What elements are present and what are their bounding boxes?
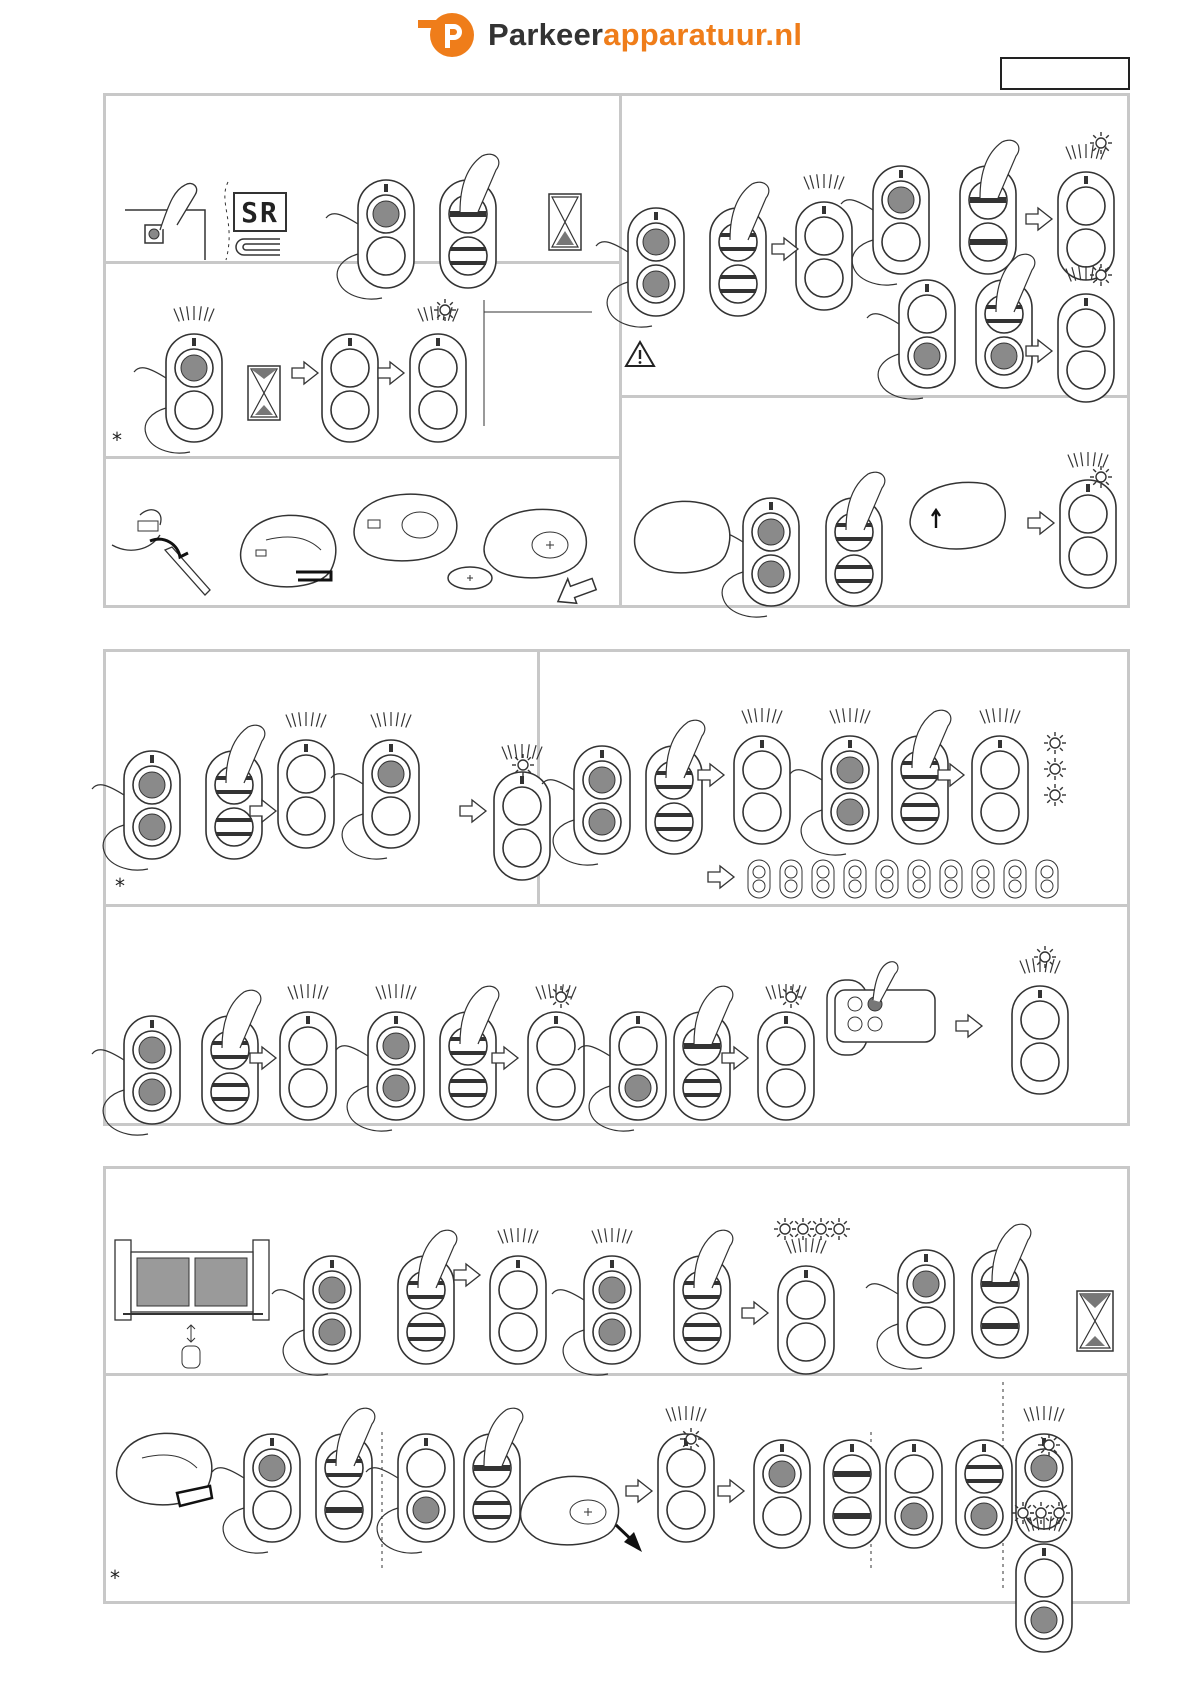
asterisk-note-5: * xyxy=(110,1566,120,1590)
remote-control-icon xyxy=(404,318,480,456)
remote-control-icon xyxy=(298,1240,374,1378)
next-step-arrow-icon xyxy=(716,1478,746,1504)
screwdriver-open-case-illustration xyxy=(110,505,220,605)
next-step-arrow-icon xyxy=(1024,338,1054,364)
led-flash-icon xyxy=(1088,464,1114,490)
hourglass-icon xyxy=(247,365,281,421)
gate-illustration xyxy=(113,1230,273,1370)
next-step-arrow-icon xyxy=(706,864,736,890)
next-step-arrow-icon xyxy=(770,236,800,262)
mini-remote-icon xyxy=(906,858,932,900)
remote-control-icon xyxy=(522,996,598,1134)
asterisk-note-2: * xyxy=(115,874,125,898)
next-step-arrow-icon xyxy=(376,360,406,386)
hourglass-icon xyxy=(548,193,582,251)
remote-control-icon xyxy=(880,1424,956,1562)
mini-remote-icon xyxy=(778,858,804,900)
document-code-box xyxy=(1000,57,1130,90)
remote-control-icon xyxy=(316,318,392,456)
next-step-arrow-icon xyxy=(1024,206,1054,232)
remote-control-icon xyxy=(966,720,1042,858)
led-flash-icon xyxy=(432,297,458,323)
mini-remote-icon xyxy=(1034,858,1060,900)
remote-control-icon xyxy=(362,996,438,1134)
led-flash-icon xyxy=(1088,262,1114,288)
mini-remote-icon xyxy=(746,858,772,900)
next-step-arrow-icon xyxy=(490,1045,520,1071)
parking-p-logo-icon xyxy=(418,8,480,60)
warning-icon xyxy=(624,340,656,368)
next-step-arrow-icon xyxy=(452,1262,482,1288)
remote-control-icon xyxy=(704,192,780,330)
remote-case-open-illustration xyxy=(630,496,730,576)
remote-control-icon xyxy=(434,164,510,302)
mini-remote-icon xyxy=(810,858,836,900)
battery-case-illustration xyxy=(350,490,465,570)
remote-control-icon xyxy=(772,1250,848,1388)
remote-control-icon xyxy=(484,1240,560,1378)
remote-control-icon xyxy=(357,724,433,862)
next-step-arrow-icon xyxy=(1026,510,1056,536)
led-flash-icon xyxy=(510,752,536,778)
remote-control-icon xyxy=(970,264,1046,402)
next-step-arrow-icon xyxy=(624,1478,654,1504)
led-flash-icon xyxy=(1042,756,1068,782)
remote-control-icon xyxy=(893,264,969,402)
hourglass-icon xyxy=(1076,1290,1114,1352)
remote-control-icon xyxy=(392,1240,468,1378)
remote-control-icon xyxy=(622,192,698,330)
four-button-remote-illustration xyxy=(825,960,935,1060)
next-step-arrow-icon xyxy=(248,798,278,824)
next-step-arrow-icon xyxy=(696,762,726,788)
mini-remote-icon xyxy=(938,858,964,900)
led-flash-icon xyxy=(1088,130,1114,156)
display-readout: SR xyxy=(233,192,287,232)
remote-control-icon xyxy=(816,720,892,858)
remote-control-icon xyxy=(272,724,348,862)
remote-control-icon xyxy=(737,482,813,620)
remote-control-icon xyxy=(118,735,194,873)
mini-remote-icon xyxy=(874,858,900,900)
remote-case-open-illustration xyxy=(112,1428,222,1518)
next-step-arrow-icon xyxy=(936,762,966,788)
remote-control-icon xyxy=(578,1240,654,1378)
remote-control-icon xyxy=(1052,278,1128,416)
asterisk-note-1: * xyxy=(112,428,122,452)
remote-control-icon xyxy=(1010,1528,1086,1666)
remote-control-icon xyxy=(238,1418,314,1556)
next-step-arrow-icon xyxy=(740,1300,770,1326)
mini-remote-icon xyxy=(842,858,868,900)
remote-control-icon xyxy=(392,1418,468,1556)
jumper-icon xyxy=(236,236,282,258)
led-flash-icon xyxy=(1042,730,1068,756)
remote-control-icon xyxy=(274,996,350,1134)
remote-control-icon xyxy=(752,996,828,1134)
next-step-arrow-icon xyxy=(954,1013,984,1039)
divider-lines xyxy=(480,300,595,430)
battery-insert-illustration xyxy=(480,505,600,605)
remote-control-icon xyxy=(568,730,644,868)
brand-logo xyxy=(418,8,802,60)
mini-remote-icon xyxy=(970,858,996,900)
remote-case-open-illustration xyxy=(236,510,346,595)
receiver-board-illustration xyxy=(115,180,225,260)
remote-control-icon xyxy=(310,1418,386,1556)
remote-control-icon xyxy=(790,186,866,324)
next-step-arrow-icon xyxy=(458,798,488,824)
remote-control-icon xyxy=(966,1234,1042,1372)
led-flash-icon xyxy=(1046,1500,1072,1526)
remote-control-icon xyxy=(352,164,428,302)
remote-control-icon xyxy=(118,1000,194,1138)
remote-control-icon xyxy=(728,720,804,858)
led-flash-icon xyxy=(548,984,574,1010)
next-step-arrow-icon xyxy=(290,360,320,386)
brand-name xyxy=(488,16,803,52)
led-flash-icon xyxy=(1042,782,1068,808)
remote-control-icon xyxy=(668,1240,744,1378)
led-flash-icon xyxy=(1036,1432,1062,1458)
next-step-arrow-icon xyxy=(248,1045,278,1071)
led-flash-icon xyxy=(826,1216,852,1242)
next-step-arrow-icon xyxy=(720,1045,750,1071)
led-flash-icon xyxy=(778,984,804,1010)
brand-name-part1: Parkeer xyxy=(488,16,604,52)
remote-control-icon xyxy=(820,482,896,620)
remote-control-icon xyxy=(640,730,716,868)
remote-control-icon xyxy=(160,318,236,456)
remote-control-icon xyxy=(1006,970,1082,1108)
remote-control-icon xyxy=(458,1418,534,1556)
led-flash-icon xyxy=(1032,944,1058,970)
led-flash-icon xyxy=(678,1426,704,1452)
brand-name-part2: apparatuur.nl xyxy=(603,16,803,52)
remote-control-icon xyxy=(892,1234,968,1372)
remote-control-icon xyxy=(886,720,962,858)
battery-insert-illustration xyxy=(906,478,1016,568)
remote-control-icon xyxy=(748,1424,824,1562)
mini-remote-icon xyxy=(1002,858,1028,900)
